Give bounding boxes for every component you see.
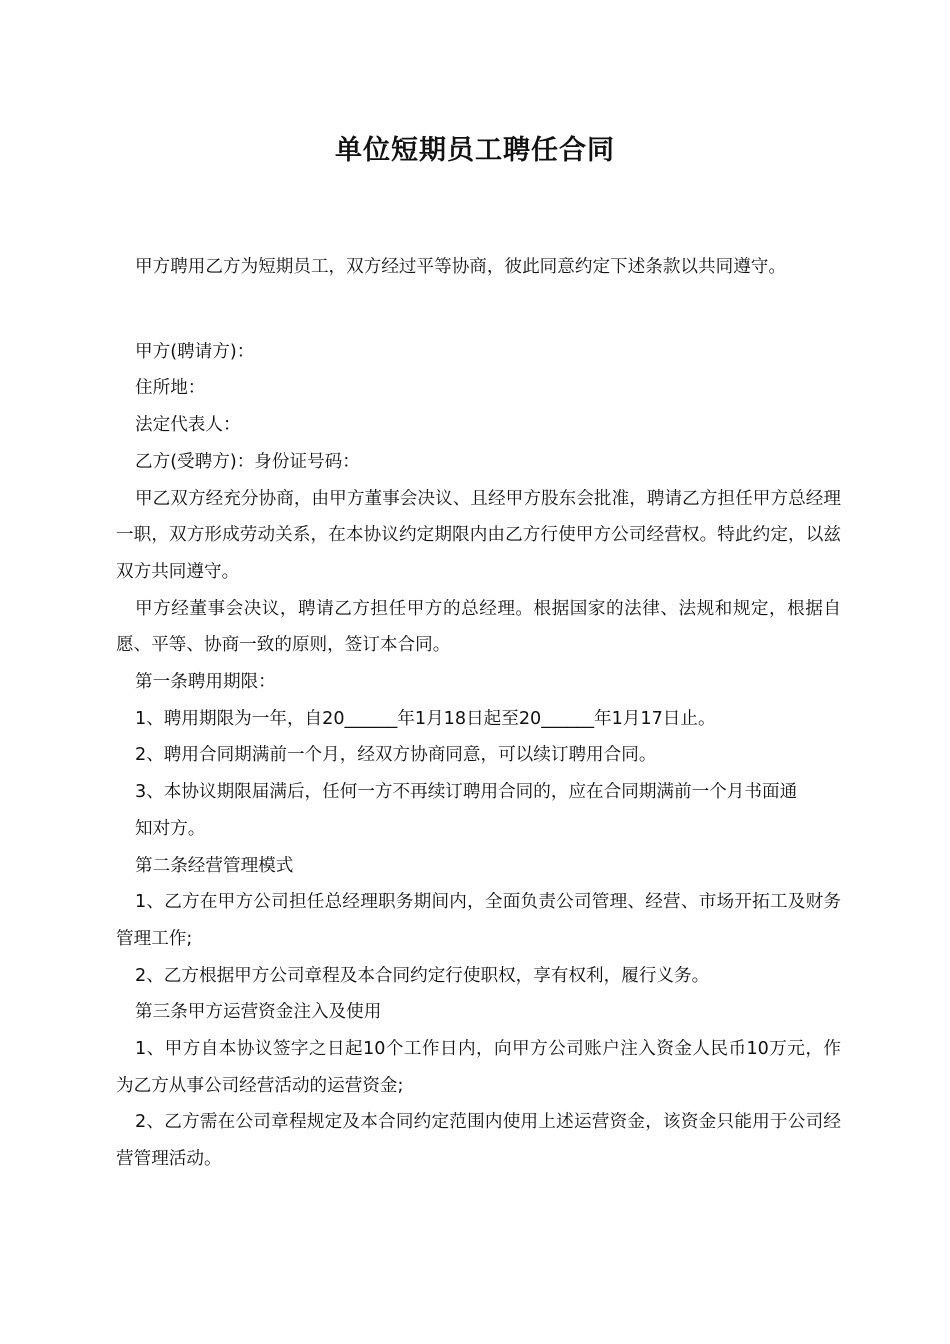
article-2-item-2: 2、乙方根据甲方公司章程及本合同约定行使职权，享有权利，履行义务。 (135, 965, 710, 986)
article-1-item-1: 1、聘用期限为一年，自20______年1月18日起至20______年1月17日止。 (135, 708, 716, 729)
document-body (116, 249, 841, 1178)
article-3-heading: 第三条甲方运营资金注入及使用 (135, 1002, 382, 1023)
article-3-item-1: 1、甲方自本协议签字之日起10个工作日内，向甲方公司账户注入资金人民币10万元，作为乙方从事公司经营活动的运营资金; (116, 1039, 841, 1096)
board-resolution-paragraph: 甲方经董事会决议，聘请乙方担任甲方的总经理。根据国家的法律、法规和规定，根据自愿、平等、协商一致的原则，签订本合同。 (116, 598, 841, 656)
agreement-paragraph: 甲乙双方经充分协商，由甲方董事会决议、且经甲方股东会批准，聘请乙方担任甲方总经理一职，双方形成劳动关系，在本协议约定期限内由乙方行使甲方公司经营权。特此约定，以兹双方共同遵守。 (116, 488, 841, 582)
article-3-item-2: 2、乙方需在公司章程规定及本合同约定范围内使用上述运营资金，该资金只能用于公司经营管理活动。 (116, 1112, 841, 1170)
article-1-item-3-continued: 知对方。 (135, 818, 206, 839)
article-2-item-1: 1、乙方在甲方公司担任总经理职务期间内，全面负责公司管理、经营、市场开拓工及财务管理工作; (116, 892, 841, 949)
article-1-item-2: 2、聘用合同期满前一个月，经双方协商同意，可以续订聘用合同。 (135, 745, 657, 766)
article-1-item-3: 3、本协议期限届满后，任何一方不再续订聘用合同的，应在合同期满前一个月书面通 (135, 782, 798, 803)
document-title: 单位短期员工聘任合同 (335, 135, 615, 166)
legal-representative-label: 法定代表人： (135, 415, 241, 436)
preamble-paragraph: 甲方聘用乙方为短期员工，双方经过平等协商，彼此同意约定下述条款以共同遵守。 (135, 257, 786, 277)
party-b-label: 乙方(受聘方)：身份证号码： (135, 451, 360, 472)
article-1-heading: 第一条聘用期限： (135, 672, 276, 693)
article-2-heading: 第二条经营管理模式 (135, 855, 294, 876)
address-label: 住所地： (135, 378, 206, 399)
party-a-label: 甲方(聘请方)： (135, 341, 255, 362)
